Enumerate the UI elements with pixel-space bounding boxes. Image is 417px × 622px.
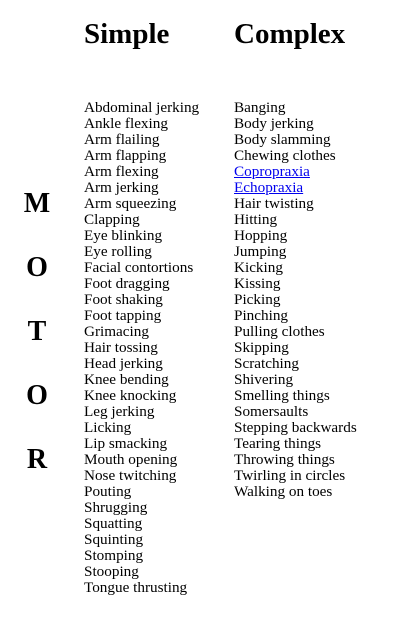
complex-tic-link[interactable]: Copropraxia xyxy=(234,163,310,180)
simple-tic-item: Tongue thrusting xyxy=(84,579,188,596)
simple-tic-item: Ankle flexing xyxy=(84,115,168,132)
simple-tic-item: Foot shaking xyxy=(84,291,163,308)
simple-tic-item: Knee knocking xyxy=(84,387,177,404)
simple-tic-item: Pouting xyxy=(84,483,132,500)
simple-tic-item: Stooping xyxy=(84,563,139,580)
motor-letter: R xyxy=(26,444,48,475)
complex-tic-item xyxy=(234,164,357,180)
complex-tic-item: Body slamming xyxy=(234,131,331,148)
simple-tic-item: Mouth opening xyxy=(84,451,178,468)
simple-tic-item: Arm squeezing xyxy=(84,195,177,212)
complex-heading: Complex xyxy=(234,18,346,50)
simple-tic-item: Eye rolling xyxy=(84,243,152,260)
simple-tic-item: Abdominal jerking xyxy=(84,99,200,116)
complex-tic-item: Banging xyxy=(234,99,286,116)
motor-letter: T xyxy=(27,316,47,347)
complex-tic-item xyxy=(234,180,357,196)
complex-tic-item: Walking on toes xyxy=(234,483,333,500)
complex-tic-item: Stepping backwards xyxy=(234,419,357,436)
complex-tics-list xyxy=(234,100,357,500)
motor-letter: M xyxy=(23,188,51,219)
complex-tic-item: Pulling clothes xyxy=(234,323,325,340)
complex-tic-item: Pinching xyxy=(234,307,289,324)
complex-tic-item: Kicking xyxy=(234,259,283,276)
complex-tic-link[interactable]: Echopraxia xyxy=(234,179,304,196)
complex-tic-item: Shivering xyxy=(234,371,294,388)
complex-tic-item: Kissing xyxy=(234,275,281,292)
complex-tic-item: Somersaults xyxy=(234,403,309,420)
complex-tic-item: Hitting xyxy=(234,211,278,228)
simple-tic-item: Foot dragging xyxy=(84,275,170,292)
complex-tic-item: Smelling things xyxy=(234,387,330,404)
simple-tic-item: Lip smacking xyxy=(84,435,168,452)
simple-tic-item: Nose twitching xyxy=(84,467,177,484)
simple-tic-item: Arm flapping xyxy=(84,147,167,164)
motor-letter: O xyxy=(26,380,48,411)
motor-vertical-label xyxy=(22,186,52,506)
simple-tic-item: Facial contortions xyxy=(84,259,194,276)
simple-tic-item: Clapping xyxy=(84,211,140,228)
simple-tic-item: Shrugging xyxy=(84,499,148,516)
complex-tic-item: Body jerking xyxy=(234,115,314,132)
simple-tic-item: Hair tossing xyxy=(84,339,158,356)
simple-tic-item: Arm flailing xyxy=(84,131,160,148)
simple-tic-item: Grimacing xyxy=(84,323,149,340)
simple-tic-item: Squinting xyxy=(84,531,144,548)
simple-tic-item: Stomping xyxy=(84,547,144,564)
simple-tic-item: Head jerking xyxy=(84,355,163,372)
simple-tic-item: Arm jerking xyxy=(84,179,159,196)
complex-tic-item: Hopping xyxy=(234,227,288,244)
simple-tic-item: Foot tapping xyxy=(84,307,162,324)
complex-tic-item: Skipping xyxy=(234,339,289,356)
complex-tic-item: Picking xyxy=(234,291,281,308)
simple-tic-item: Licking xyxy=(84,419,132,436)
simple-tic-item: Eye blinking xyxy=(84,227,163,244)
complex-tic-item: Scratching xyxy=(234,355,299,372)
motor-letter: O xyxy=(26,252,48,283)
simple-tic-item: Leg jerking xyxy=(84,403,155,420)
simple-tic-item: Squatting xyxy=(84,515,143,532)
simple-tic-item: Arm flexing xyxy=(84,163,159,180)
complex-tic-item: Jumping xyxy=(234,243,287,260)
simple-heading: Simple xyxy=(84,18,170,50)
complex-tic-item: Chewing clothes xyxy=(234,147,336,164)
simple-tic-item: Knee bending xyxy=(84,371,169,388)
complex-tic-item: Twirling in circles xyxy=(234,467,346,484)
complex-tic-item: Hair twisting xyxy=(234,195,314,212)
complex-tic-item: Throwing things xyxy=(234,451,335,468)
simple-tics-list xyxy=(84,100,199,596)
complex-tic-item: Tearing things xyxy=(234,435,322,452)
